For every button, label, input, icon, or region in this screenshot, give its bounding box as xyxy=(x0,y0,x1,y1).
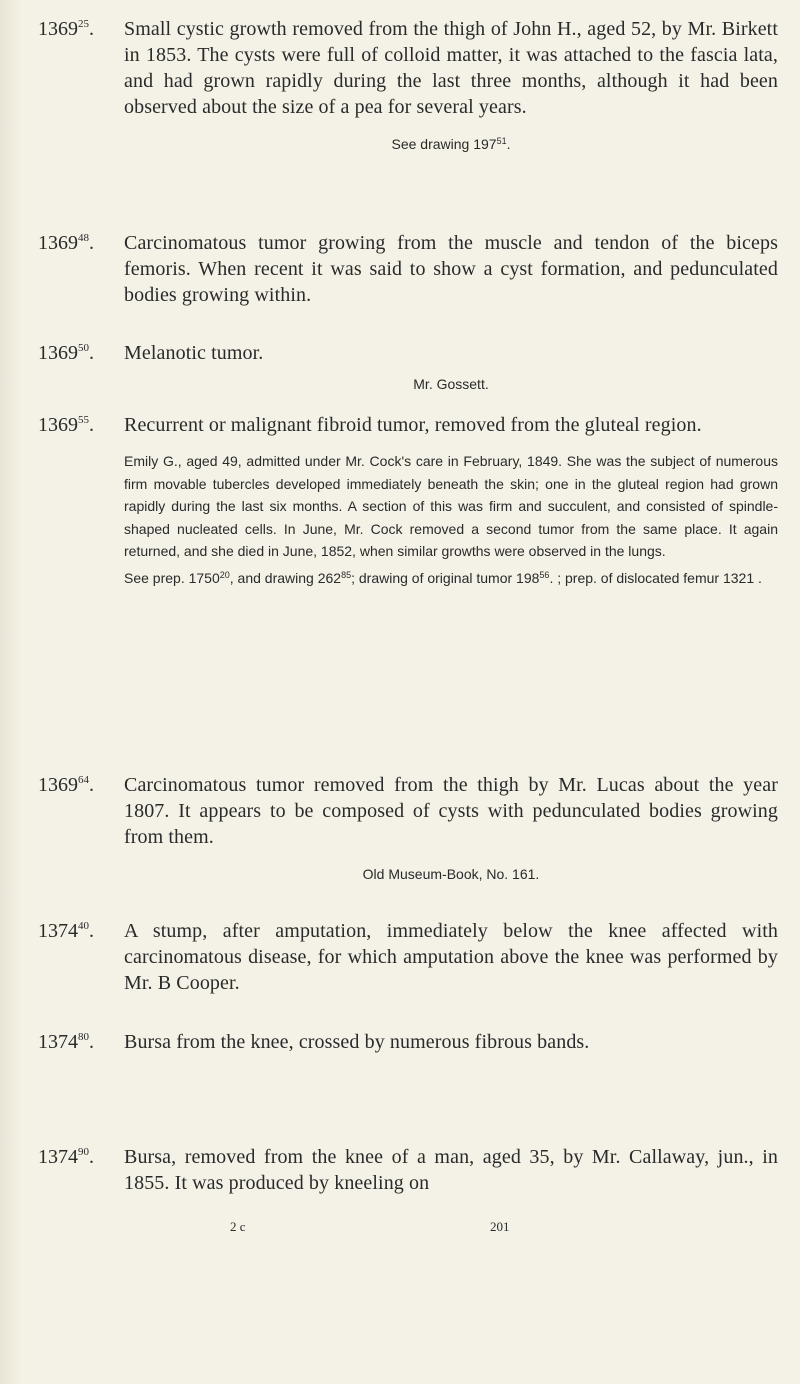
see-references: See prep. 1750$^{20}$, and drawing $262^{85}$; drawing of original tumor $198^{56}$. ; prep. of dislocated femur 1321 . xyxy=(124,569,762,586)
page-footer xyxy=(0,1219,800,1241)
catalogue-entry xyxy=(38,340,778,394)
entry-description: Bursa from the knee, crossed by numerous fibrous bands. xyxy=(124,1031,590,1053)
entry-number: 1369$^{25}$. xyxy=(38,18,94,40)
entry-description: Melanotic tumor. xyxy=(124,342,264,364)
entry-number: 1369$^{48}$. xyxy=(38,232,94,254)
page-number: 201 xyxy=(490,1219,510,1234)
catalogue-entry xyxy=(38,412,778,589)
entry-description: Carcinomatous tumor growing from the muscle and tendon of the biceps femoris. When recent it was said to show a cyst formation, and pedunculated bodies growing within. xyxy=(124,232,778,306)
entry-number: 1369$^{64}$. xyxy=(38,774,94,796)
signature-mark: 2 c xyxy=(230,1219,246,1234)
entry-number: 1369$^{55}$. xyxy=(38,414,94,436)
page-edge-shadow xyxy=(0,0,22,1384)
entry-description: Recurrent or malignant fibroid tumor, removed from the gluteal region. xyxy=(124,414,702,436)
entry-number: 1369$^{50}$. xyxy=(38,342,94,364)
catalogue-entry xyxy=(38,918,778,996)
entry-description: Bursa, removed from the knee of a man, aged 35, by Mr. Callaway, jun., in 1855. It was produced by kneeling on xyxy=(124,1146,778,1194)
catalogue-entry xyxy=(38,772,778,884)
catalogue-entry xyxy=(38,230,778,308)
entry-number: 1374$^{80}$. xyxy=(38,1031,94,1053)
catalogue-entry xyxy=(38,16,778,154)
entry-description: A stump, after amputation, immediately below the knee affected with carcinomatous disease, for which amputation above the knee was performed by Mr. B Cooper. xyxy=(124,920,778,994)
entry-number: 1374$^{40}$. xyxy=(38,920,94,942)
entry-reference: Mr. Gossett. xyxy=(413,376,489,392)
entry-description: Carcinomatous tumor removed from the thigh by Mr. Lucas about the year 1807. It appears to be composed of cysts with pedunculated bodies growing from them. xyxy=(124,774,778,848)
entry-number: 1374$^{90}$. xyxy=(38,1146,94,1168)
catalogue-entry xyxy=(38,1144,778,1196)
case-note-text: Emily G., aged 49, admitted under Mr. Cock's care in February, 1849. She was the subject of numerous firm movable tubercles developed immediately beneath the skin; one in the gluteal region had grown rapidly during the last six months. A section of this was firm and succulent, and consisted of spindle-shaped nucleated cells. In June, Mr. Cock removed a second tumor from the same place. It again returned, and she died in June, 1852, when similar growths were observed in the lungs. xyxy=(124,453,778,559)
entry-reference: Old Museum-Book, No. 161. xyxy=(362,866,540,882)
entry-description: Small cystic growth removed from the thigh of John H., aged 52, by Mr. Birkett in 1853. The cysts were full of colloid matter, it was attached to the fascia lata, and had grown rapidly during the last three months, although it had been observed about the size of a pea for several years. xyxy=(124,18,778,118)
case-note xyxy=(124,450,778,589)
catalogue-entry xyxy=(38,1029,778,1055)
entry-reference: See drawing $197^{51}$. xyxy=(391,136,511,152)
